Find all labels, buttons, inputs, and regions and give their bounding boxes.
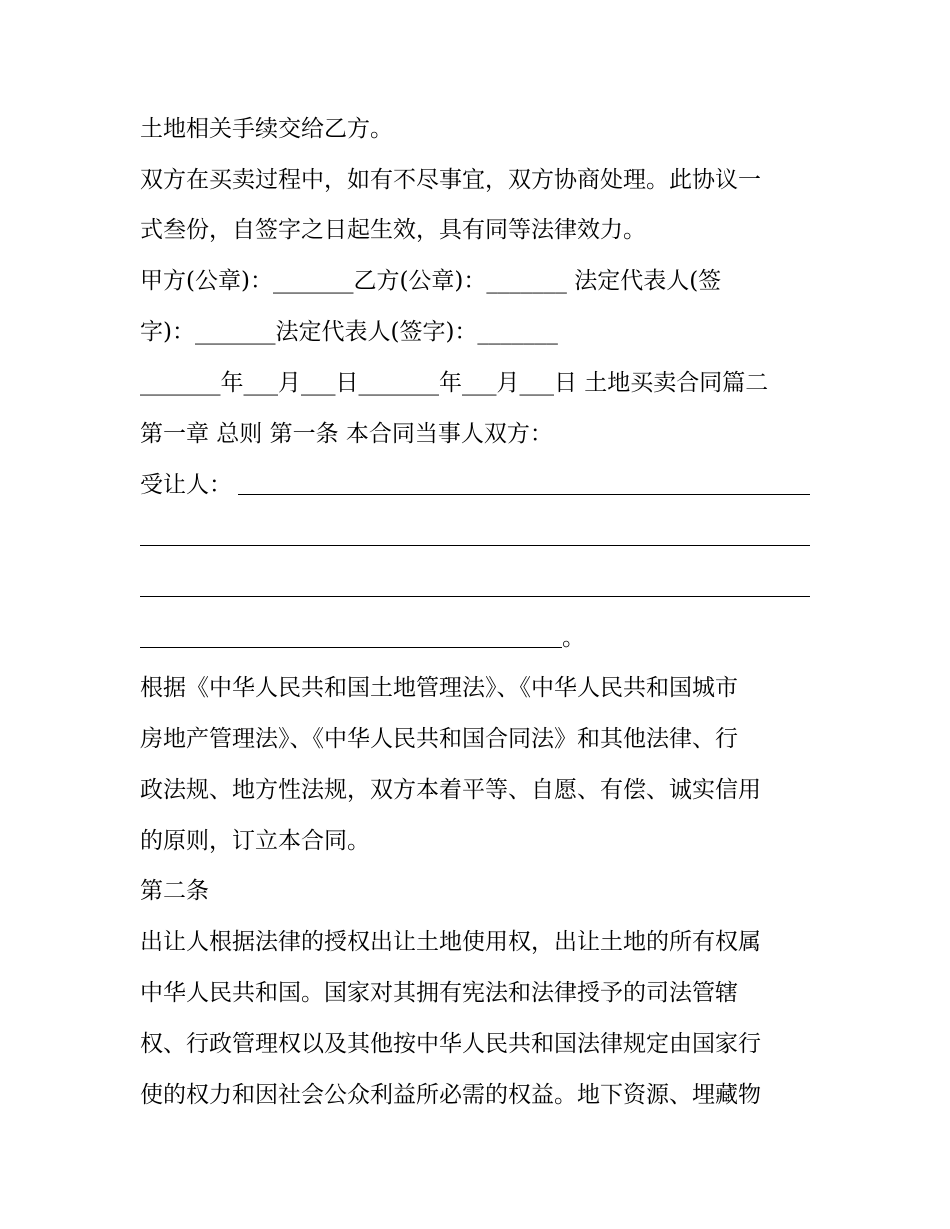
text-line-12: 根据《中华人民共和国土地管理法》、《中华人民共和国城市 [140,675,738,701]
text-line-3: 式叁份，自签字之日起生效，具有同等法律效力。 [140,217,646,243]
grantee-blank-line-1 [238,494,810,495]
grantee-blank-line-2 [140,545,810,546]
text-line-18: 中华人民共和国。国家对其拥有宪法和法律授予的司法管辖 [140,980,738,1006]
text-line-13: 房地产管理法》、《中华人民共和国合同法》和其他法律、行 [140,726,738,752]
grantee-end-period: 。 [562,625,585,651]
text-line-2: 双方在买卖过程中，如有不尽事宜，双方协商处理。此协议一 [140,167,761,193]
text-line-4: 甲方(公章)：_______乙方(公章)：_______ 法定代表人(签 [140,268,722,294]
article-heading: 第二条 [140,878,209,904]
text-line-14: 政法规、地方性法规，双方本着平等、自愿、有偿、诚实信用 [140,777,761,803]
text-line-6: _______年___月___日_______年___月___日 土地买卖合同篇二 [140,370,769,396]
text-line-17: 出让人根据法律的授权出让土地使用权，出让土地的所有权属 [140,929,761,955]
text-line-5: 字)：_______法定代表人(签字)：_______ [140,319,558,345]
text-line-1: 土地相关手续交给乙方。 [140,116,393,142]
text-line-20: 使的权力和因社会公众利益所必需的权益。地下资源、埋藏物 [140,1082,761,1108]
text-line-7: 第一章 总则 第一条 本合同当事人双方： [140,421,553,447]
grantee-label: 受让人： [140,472,232,498]
text-line-15: 的原则，订立本合同。 [140,828,370,854]
grantee-blank-line-4 [140,647,562,648]
grantee-blank-line-3 [140,596,810,597]
text-line-19: 权、行政管理权以及其他按中华人民共和国法律规定由国家行 [140,1031,761,1057]
